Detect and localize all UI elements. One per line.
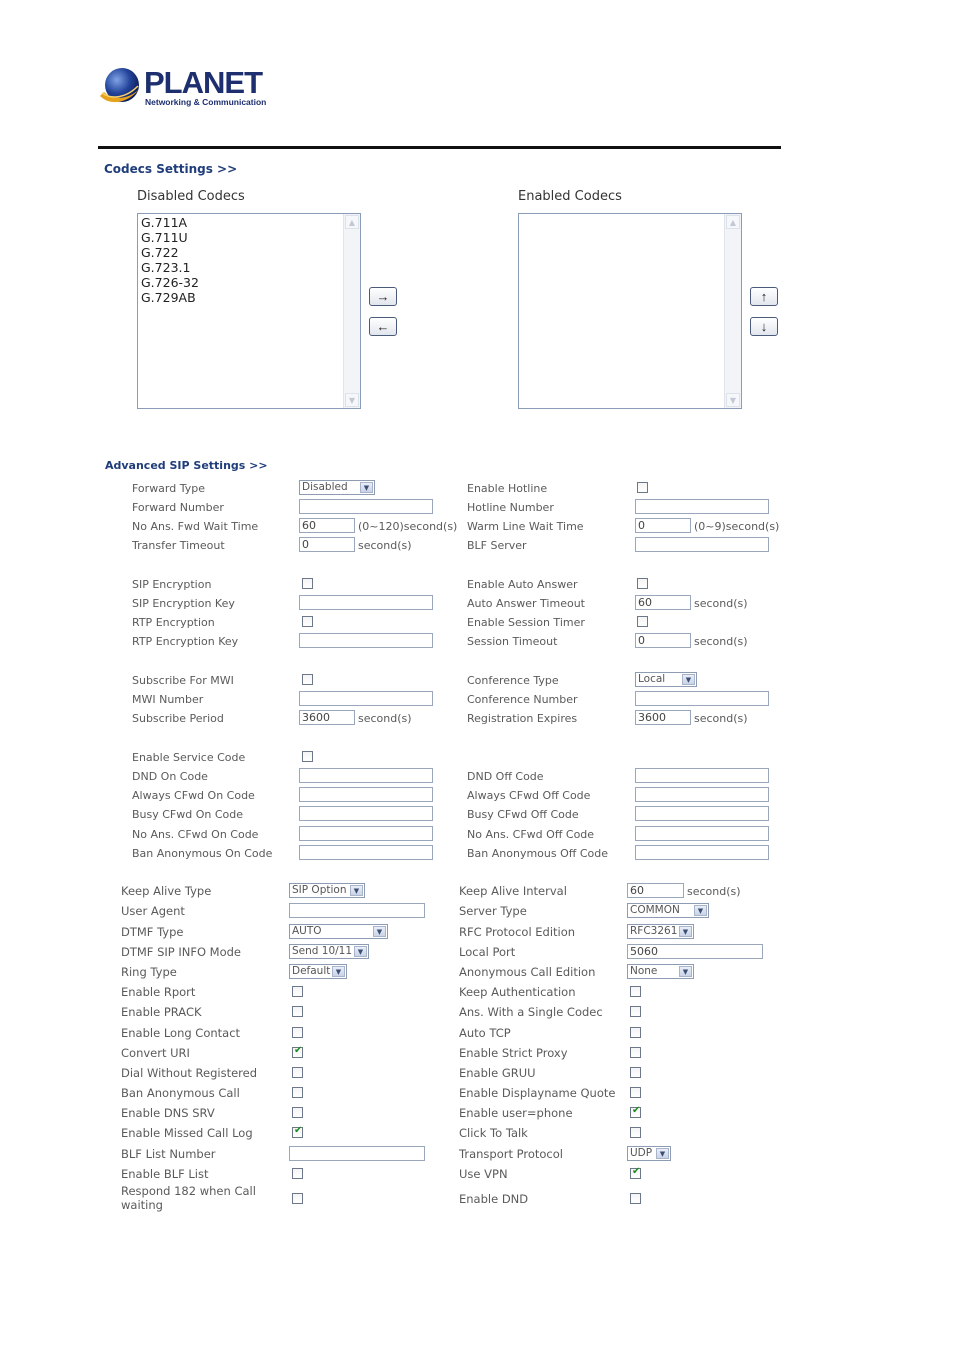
enabled-codecs-label: Enabled Codecs <box>518 189 622 204</box>
no-ans-cfwd-on-label: No Ans. CFwd On Code <box>132 828 259 841</box>
enable-gruu-checkbox[interactable] <box>630 1067 641 1078</box>
always-cfwd-off-label: Always CFwd Off Code <box>467 789 591 802</box>
session-timeout-input[interactable]: 0 <box>635 633 691 648</box>
chevron-down-icon: ▼ <box>656 1148 669 1159</box>
enable-missed-call-log-checkbox[interactable] <box>292 1127 303 1138</box>
keep-alive-type-label: Keep Alive Type <box>121 884 212 898</box>
enable-long-contact-checkbox[interactable] <box>292 1027 303 1038</box>
forward-type-select[interactable]: Disabled ▼ <box>299 480 375 495</box>
disabled-list-scrollbar[interactable] <box>343 214 360 408</box>
ban-anon-off-input[interactable] <box>635 845 769 860</box>
ban-anonymous-call-checkbox[interactable] <box>292 1087 303 1098</box>
hotline-number-input[interactable] <box>635 499 769 514</box>
move-down-button[interactable]: ↓ <box>750 317 778 336</box>
enable-dnd-checkbox[interactable] <box>630 1193 641 1204</box>
anonymous-call-edition-label: Anonymous Call Edition <box>459 965 596 979</box>
list-item[interactable]: G.726-32 <box>141 275 199 290</box>
scroll-up-icon[interactable]: ▲ <box>726 215 740 229</box>
enabled-codecs-list[interactable] <box>518 213 742 409</box>
server-type-label: Server Type <box>459 904 527 918</box>
enable-prack-checkbox[interactable] <box>292 1006 303 1017</box>
enable-blf-list-checkbox[interactable] <box>292 1168 303 1179</box>
user-agent-input[interactable] <box>289 903 425 918</box>
enable-rport-checkbox[interactable] <box>292 986 303 997</box>
keep-alive-interval-label: Keep Alive Interval <box>459 884 567 898</box>
enable-rport-label: Enable Rport <box>121 985 196 999</box>
chevron-down-icon: ▼ <box>682 674 695 685</box>
disabled-codecs-label: Disabled Codecs <box>137 189 245 204</box>
session-timeout-unit: second(s) <box>694 635 748 648</box>
list-item[interactable]: G.711A <box>141 215 188 230</box>
dnd-off-code-input[interactable] <box>635 768 769 783</box>
respond-182-checkbox[interactable] <box>292 1193 303 1204</box>
respond-182-label-line1: Respond 182 when Call <box>121 1184 256 1198</box>
transfer-timeout-input[interactable]: 0 <box>299 537 355 552</box>
subscribe-mwi-label: Subscribe For MWI <box>132 674 234 687</box>
enable-service-code-checkbox[interactable] <box>302 751 313 762</box>
enable-user-phone-checkbox[interactable] <box>630 1107 641 1118</box>
transfer-timeout-label: Transfer Timeout <box>132 539 225 552</box>
rtp-encryption-key-label: RTP Encryption Key <box>132 635 239 648</box>
forward-number-input[interactable] <box>299 499 433 514</box>
enable-prack-label: Enable PRACK <box>121 1005 202 1019</box>
ans-single-codec-label: Ans. With a Single Codec <box>459 1005 603 1019</box>
registration-expires-label: Registration Expires <box>467 712 578 725</box>
warm-line-wait-label: Warm Line Wait Time <box>467 520 584 533</box>
busy-cfwd-off-label: Busy CFwd Off Code <box>467 808 579 821</box>
keep-alive-interval-unit: second(s) <box>687 885 741 898</box>
always-cfwd-on-label: Always CFwd On Code <box>132 789 255 802</box>
chevron-down-icon: ▼ <box>679 926 692 937</box>
server-type-select[interactable]: COMMON ▼ <box>627 903 709 918</box>
enable-session-timer-label: Enable Session Timer <box>467 616 585 629</box>
sip-encryption-key-label: SIP Encryption Key <box>132 597 235 610</box>
list-item[interactable]: G.711U <box>141 230 188 245</box>
brand-name: PLANET <box>144 65 262 100</box>
enable-strict-proxy-label: Enable Strict Proxy <box>459 1046 568 1060</box>
enable-dns-srv-label: Enable DNS SRV <box>121 1106 215 1120</box>
chevron-down-icon: ▼ <box>679 966 692 977</box>
dtmf-type-label: DTMF Type <box>121 925 184 939</box>
enabled-list-scrollbar[interactable] <box>724 214 741 408</box>
chevron-down-icon: ▼ <box>373 926 386 937</box>
transport-protocol-select[interactable]: UDP ▼ <box>627 1146 671 1161</box>
scroll-up-icon[interactable]: ▲ <box>345 215 359 229</box>
codecs-section-title: Codecs Settings >> <box>104 162 238 176</box>
rfc-protocol-edition-label: RFC Protocol Edition <box>459 925 576 939</box>
enable-displayname-quote-label: Enable Displayname Quote <box>459 1086 616 1100</box>
enable-gruu-label: Enable GRUU <box>459 1066 536 1080</box>
list-item[interactable]: G.723.1 <box>141 260 191 275</box>
enable-codec-button[interactable]: → <box>369 287 397 306</box>
globe-icon <box>98 66 142 108</box>
busy-cfwd-on-input[interactable] <box>299 806 433 821</box>
move-up-button[interactable]: ↑ <box>750 287 778 306</box>
enable-blf-list-label: Enable BLF List <box>121 1167 209 1181</box>
subscribe-period-label: Subscribe Period <box>132 712 224 725</box>
enable-dns-srv-checkbox[interactable] <box>292 1107 303 1118</box>
chevron-down-icon: ▼ <box>694 905 707 916</box>
list-item[interactable]: G.722 <box>141 245 179 260</box>
convert-uri-label: Convert URI <box>121 1046 190 1060</box>
ban-anon-on-input[interactable] <box>299 845 433 860</box>
blf-list-number-input[interactable] <box>289 1146 425 1161</box>
keep-alive-interval-input[interactable]: 60 <box>627 883 684 898</box>
ban-anon-on-label: Ban Anonymous On Code <box>132 847 273 860</box>
use-vpn-label: Use VPN <box>459 1167 508 1181</box>
click-to-talk-checkbox[interactable] <box>630 1127 641 1138</box>
enable-dnd-label: Enable DND <box>459 1192 529 1206</box>
enable-long-contact-label: Enable Long Contact <box>121 1026 241 1040</box>
mwi-number-input[interactable] <box>299 691 433 706</box>
sip-encryption-key-input[interactable] <box>299 595 433 610</box>
enable-auto-answer-label: Enable Auto Answer <box>467 578 578 591</box>
advanced-sip-title: Advanced SIP Settings >> <box>105 459 268 472</box>
blf-server-input[interactable] <box>635 537 769 552</box>
hotline-number-label: Hotline Number <box>467 501 554 514</box>
enable-strict-proxy-checkbox[interactable] <box>630 1047 641 1058</box>
local-port-label: Local Port <box>459 945 516 959</box>
enable-auto-answer-checkbox[interactable] <box>637 578 648 589</box>
no-ans-fwd-wait-unit: (0~120)second(s) <box>358 520 458 533</box>
keep-authentication-checkbox[interactable] <box>630 986 641 997</box>
disabled-codecs-list[interactable] <box>137 213 361 409</box>
disable-codec-button[interactable]: ← <box>369 317 397 336</box>
chevron-down-icon: ▼ <box>360 482 373 493</box>
auto-answer-timeout-input[interactable]: 60 <box>635 595 691 610</box>
respond-182-label-line2: waiting <box>121 1198 163 1212</box>
anonymous-call-edition-select[interactable]: None ▼ <box>627 964 694 979</box>
blf-server-label: BLF Server <box>467 539 527 552</box>
session-timeout-label: Session Timeout <box>467 635 558 648</box>
sip-encryption-label: SIP Encryption <box>132 578 212 591</box>
enable-user-phone-label: Enable user=phone <box>459 1106 573 1120</box>
use-vpn-checkbox[interactable] <box>630 1168 641 1179</box>
warm-line-wait-input[interactable]: 0 <box>635 518 691 533</box>
always-cfwd-on-input[interactable] <box>299 787 433 802</box>
rtp-encryption-label: RTP Encryption <box>132 616 215 629</box>
forward-number-label: Forward Number <box>132 501 224 514</box>
dnd-on-code-input[interactable] <box>299 768 433 783</box>
convert-uri-checkbox[interactable] <box>292 1047 303 1058</box>
no-ans-cfwd-off-input[interactable] <box>635 826 769 841</box>
forward-type-label: Forward Type <box>132 482 205 495</box>
keep-alive-type-select[interactable]: SIP Option ▼ <box>289 883 365 898</box>
no-ans-fwd-wait-label: No Ans. Fwd Wait Time <box>132 520 259 533</box>
auto-tcp-checkbox[interactable] <box>630 1027 641 1038</box>
auto-tcp-label: Auto TCP <box>459 1026 511 1040</box>
auto-answer-timeout-label: Auto Answer Timeout <box>467 597 585 610</box>
conference-number-label: Conference Number <box>467 693 578 706</box>
rfc-protocol-edition-select[interactable]: RFC3261 ▼ <box>627 924 694 939</box>
no-ans-cfwd-on-input[interactable] <box>299 826 433 841</box>
brand-tagline: Networking & Communication <box>145 97 267 107</box>
keep-authentication-label: Keep Authentication <box>459 985 576 999</box>
no-ans-fwd-wait-input[interactable]: 60 <box>299 518 355 533</box>
ban-anon-off-label: Ban Anonymous Off Code <box>467 847 609 860</box>
dnd-on-code-label: DND On Code <box>132 770 208 783</box>
conference-number-input[interactable] <box>635 691 769 706</box>
no-ans-cfwd-off-label: No Ans. CFwd Off Code <box>467 828 595 841</box>
dial-without-registered-label: Dial Without Registered <box>121 1066 258 1080</box>
ring-type-label: Ring Type <box>121 965 177 979</box>
planet-logo <box>98 66 268 110</box>
enable-missed-call-log-label: Enable Missed Call Log <box>121 1126 253 1140</box>
registration-expires-unit: second(s) <box>694 712 748 725</box>
enable-session-timer-checkbox[interactable] <box>637 616 648 627</box>
local-port-input[interactable]: 5060 <box>627 944 763 959</box>
chevron-down-icon: ▼ <box>354 946 367 957</box>
list-item[interactable]: G.729AB <box>141 290 196 305</box>
enable-displayname-quote-checkbox[interactable] <box>630 1087 641 1098</box>
transfer-timeout-unit: second(s) <box>358 539 412 552</box>
dial-without-registered-checkbox[interactable] <box>292 1067 303 1078</box>
enable-hotline-label: Enable Hotline <box>467 482 548 495</box>
chevron-down-icon: ▼ <box>332 966 345 977</box>
click-to-talk-label: Click To Talk <box>459 1126 528 1140</box>
auto-answer-timeout-unit: second(s) <box>694 597 748 610</box>
mwi-number-label: MWI Number <box>132 693 204 706</box>
blf-list-number-label: BLF List Number <box>121 1147 216 1161</box>
rtp-encryption-key-input[interactable] <box>299 633 433 648</box>
warm-line-wait-unit: (0~9)second(s) <box>694 520 780 533</box>
rtp-encryption-checkbox[interactable] <box>302 616 313 627</box>
conference-type-select[interactable]: Local ▼ <box>635 672 697 687</box>
subscribe-period-unit: second(s) <box>358 712 412 725</box>
busy-cfwd-off-input[interactable] <box>635 806 769 821</box>
user-agent-label: User Agent <box>121 904 185 918</box>
ring-type-select[interactable]: Default ▼ <box>289 964 347 979</box>
dtmf-sip-info-mode-select[interactable]: Send 10/11 ▼ <box>289 944 369 959</box>
scroll-down-icon[interactable]: ▼ <box>345 393 359 407</box>
sip-encryption-checkbox[interactable] <box>302 578 313 589</box>
subscribe-period-input[interactable]: 3600 <box>299 710 355 725</box>
busy-cfwd-on-label: Busy CFwd On Code <box>132 808 244 821</box>
enable-hotline-checkbox[interactable] <box>637 482 648 493</box>
conference-type-label: Conference Type <box>467 674 559 687</box>
ban-anonymous-call-label: Ban Anonymous Call <box>121 1086 240 1100</box>
always-cfwd-off-input[interactable] <box>635 787 769 802</box>
registration-expires-input[interactable]: 3600 <box>635 710 691 725</box>
subscribe-mwi-checkbox[interactable] <box>302 674 313 685</box>
chevron-down-icon: ▼ <box>350 885 363 896</box>
scroll-down-icon[interactable]: ▼ <box>726 393 740 407</box>
enable-service-code-label: Enable Service Code <box>132 751 246 764</box>
dnd-off-code-label: DND Off Code <box>467 770 544 783</box>
ans-single-codec-checkbox[interactable] <box>630 1006 641 1017</box>
dtmf-sip-info-mode-label: DTMF SIP INFO Mode <box>121 945 242 959</box>
transport-protocol-label: Transport Protocol <box>459 1147 563 1161</box>
dtmf-type-select[interactable]: AUTO ▼ <box>289 924 388 939</box>
header-divider <box>98 146 781 149</box>
